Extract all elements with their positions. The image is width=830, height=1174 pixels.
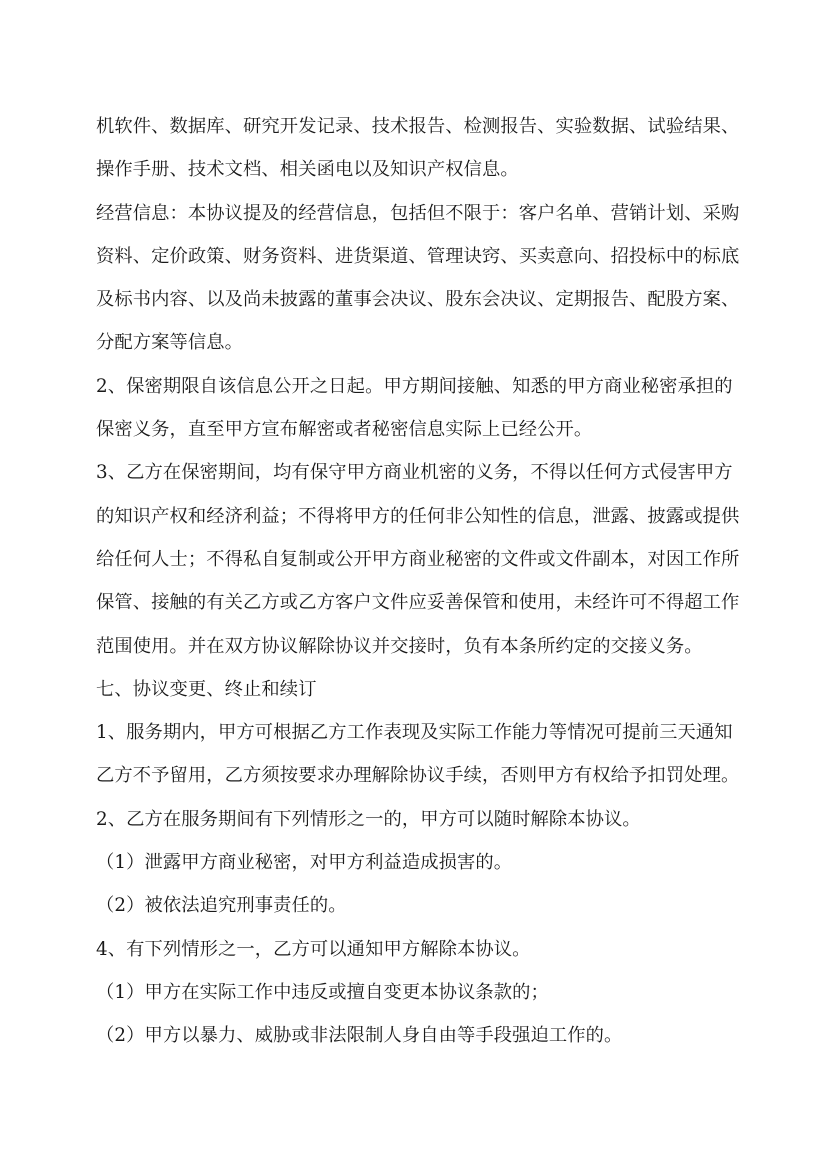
text-line: 经营信息：本协议提及的经营信息，包括但不限于：客户名单、营销计划、采购 xyxy=(96,202,740,224)
text-line: 范围使用。并在双方协议解除协议并交接时，负有本条所约定的交接义务。 xyxy=(96,635,703,657)
text-line: 1、服务期内，甲方可根据乙方工作表现及实际工作能力等情况可提前三天通知 xyxy=(96,722,733,744)
text-line: 机软件、数据库、研究开发记录、技术报告、检测报告、实验数据、试验结果、 xyxy=(96,116,740,137)
text-line: 乙方不予留用，乙方须按要求办理解除协议手续，否则甲方有权给予扣罚处理。 xyxy=(96,765,740,787)
text-line: 保密义务，直至甲方宣布解密或者秘密信息实际上已经公开。 xyxy=(96,419,593,441)
text-line: 3、乙方在保密期间，均有保守甲方商业机密的义务，不得以任何方式侵害甲方 xyxy=(96,462,733,484)
text-line: （1）泄露甲方商业秘密，对甲方利益造成损害的。 xyxy=(96,852,513,874)
text-line: （2）被依法追究刑事责任的。 xyxy=(96,895,347,917)
text-line: 及标书内容、以及尚未披露的董事会决议、股东会决议、定期报告、配股方案、 xyxy=(96,289,740,311)
text-line: 的知识产权和经济利益；不得将甲方的任何非公知性的信息，泄露、披露或提供 xyxy=(96,505,740,527)
text-line: 七、协议变更、终止和续订 xyxy=(96,678,317,700)
text-line: （1）甲方在实际工作中违反或擅自变更本协议条款的； xyxy=(96,981,549,1003)
text-line: 资料、定价政策、财务资料、进货渠道、管理诀窍、买卖意向、招投标中的标底 xyxy=(96,245,740,267)
text-line: （2）甲方以暴力、威胁或非法限制人身自由等手段强迫工作的。 xyxy=(96,1025,623,1047)
document-body xyxy=(96,113,796,1066)
text-line: 给任何人士；不得私自复制或公开甲方商业秘密的文件或文件副本，对因工作所 xyxy=(96,548,740,570)
text-line: 2、乙方在服务期间有下列情形之一的，甲方可以随时解除本协议。 xyxy=(96,808,641,830)
text-line: 2、保密期限自该信息公开之日起。甲方期间接触、知悉的甲方商业秘密承担的 xyxy=(96,375,733,397)
text-line: 分配方案等信息。 xyxy=(96,332,244,354)
text-line: 操作手册、技术文档、相关函电以及知识产权信息。 xyxy=(96,159,519,181)
text-line: 保管、接触的有关乙方或乙方客户文件应妥善保管和使用，未经许可不得超工作 xyxy=(96,592,740,614)
text-line: 4、有下列情形之一，乙方可以通知甲方解除本协议。 xyxy=(96,938,531,960)
